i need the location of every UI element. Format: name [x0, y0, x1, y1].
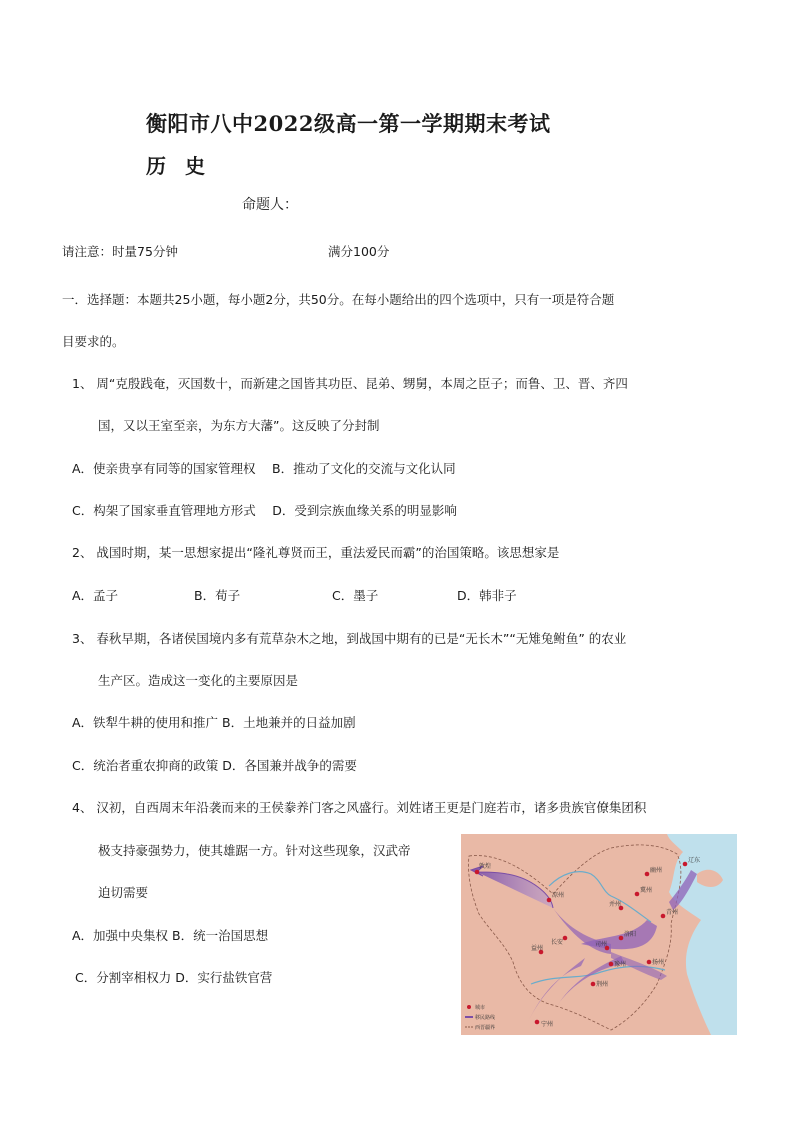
exam-title: 衡阳市八中2022级高一第一学期期末考试 [146, 111, 551, 136]
map-label: 敦煌 [479, 863, 492, 870]
q3-options-ab: A．铁犁牛耕的使用和推广 B．土地兼并的日益加剧 [72, 715, 356, 730]
map-label: 青州 [666, 909, 679, 916]
q2-option-d: D．韩非子 [457, 588, 517, 603]
notice-score: 满分100分 [328, 244, 390, 259]
q4-stem-cont: 极支持豪强势力，使其雄踞一方。针对这些现象，汉武帝 [98, 843, 411, 858]
q4-options-ab: A．加强中央集权 B．统一治国思想 [72, 928, 269, 943]
legend-city-icon [467, 1005, 471, 1009]
q2-stem: 2、 战国时期，某一思想家提出“隆礼尊贤而王，重法爱民而霸”的治国策略。该思想家是 [72, 545, 560, 560]
q3-options-cd: C．统治者重农抑商的政策 D．各国兼并战争的需要 [72, 758, 357, 773]
section-instructions-cont: 目要求的。 [62, 334, 125, 349]
map-label: 长安 [551, 939, 564, 946]
q1-stem-cont: 国，又以王室至亲，为东方大藩”。这反映了分封制 [98, 418, 380, 433]
map-label: 益州 [531, 945, 544, 952]
map-label: 冀州 [640, 887, 653, 894]
map-label: 辽东 [688, 857, 701, 864]
q3-stem: 3、 春秋早期，各诸侯国境内多有荒草杂木之地，到战国中期有的已是“无长木”“无雉兔鲋鱼” 的农业 [72, 631, 627, 646]
legend-item: 西晋疆界 [475, 1025, 496, 1031]
q4-options-cd: C．分割宰相权力 D．实行盐铁官营 [75, 970, 273, 985]
section-instructions: 一．选择题：本题共25小题，每小题2分，共50分。在每小题给出的四个选项中，只有一项是符合题 [62, 292, 615, 307]
map-label: 宁州 [541, 1021, 554, 1028]
q1-options-ab: A．使亲贵享有同等的国家管理权 B．推动了文化的交流与文化认同 [72, 461, 456, 476]
q2-option-c: C．墨子 [332, 588, 379, 603]
map-label: 司州 [595, 941, 608, 948]
author-label: 命题人： [242, 197, 298, 213]
q2-option-b: B．荀子 [194, 588, 241, 603]
q3-stem-cont: 生产区。造成这一变化的主要原因是 [98, 673, 299, 688]
map-label: 荆州 [596, 981, 609, 988]
migration-map [461, 834, 737, 1035]
subject-title: 历 史 [146, 154, 211, 178]
q4-stem: 4、 汉初，自西周末年沿袭而来的王侯豢养门客之风盛行。刘姓诸王更是门庭若市，诸多贵族官僚集团积 [72, 800, 647, 815]
map-label: 扬州 [652, 959, 665, 966]
map-label: 豫州 [614, 961, 627, 968]
map-label: 凉州 [552, 892, 565, 899]
map-label: 并州 [609, 901, 622, 908]
notice-time: 请注意：时量75分钟 [62, 244, 178, 259]
map-label: 洛阳 [624, 931, 637, 938]
legend-item: 移民路线 [475, 1015, 496, 1021]
map-label: 幽州 [650, 867, 663, 874]
q4-stem-cont-2: 迫切需要 [98, 885, 149, 900]
q1-options-cd: C．构架了国家垂直管理地方形式 D．受到宗族血缘关系的明显影响 [72, 503, 457, 518]
q2-option-a: A．孟子 [72, 588, 119, 603]
legend-item: 城市 [475, 1005, 486, 1011]
q1-stem: 1、 周“克殷践奄，灭国数十，而新建之国皆其功臣、昆弟、甥舅，本周之臣子；而鲁、卫、晋、齐四 [72, 376, 628, 391]
